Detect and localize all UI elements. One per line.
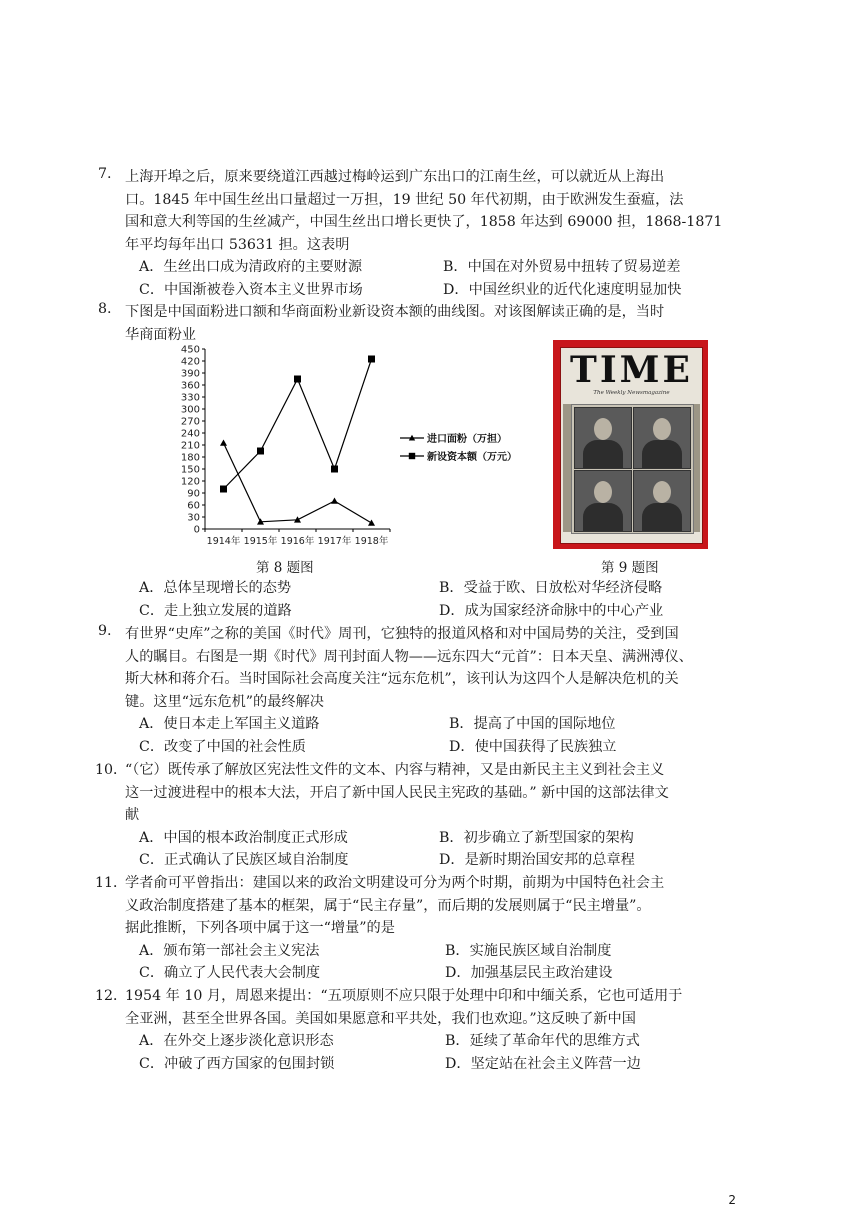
triangle-marker [368, 520, 375, 526]
option-row [125, 577, 745, 600]
decorative-pillar-left [563, 404, 571, 532]
option-c[interactable]: C．确立了人民代表大会制度 [139, 965, 321, 982]
question-number: 10． [95, 762, 128, 778]
question-text-line: 这一过渡进程中的根本大法，开启了新中国人民民主宪政的基础。” 新中国的这部法律文 [125, 784, 669, 801]
option-row [125, 279, 745, 302]
option-a[interactable]: A．在外交上逐步淡化意识形态 [139, 1033, 334, 1050]
question-text-line: 献 [125, 807, 140, 824]
portrait-photo [633, 470, 691, 532]
question-text-line: 斯大林和蒋介石。当时国际社会高度关注“远东危机”，该刊认为这四个人是解决危机的关 [125, 671, 679, 688]
x-axis-ticks [205, 529, 390, 547]
series-line [224, 443, 372, 523]
question-text-line: 华商面粉业 [125, 326, 196, 343]
question-text-line: 下图是中国面粉进口额和华商面粉业新设资本额的曲线图。对该图解读正确的是，当时 [125, 304, 665, 320]
option-row [125, 256, 745, 279]
legend-label: 进口面粉（万担） [427, 434, 507, 445]
y-tick-label: 300 [180, 404, 200, 416]
option-row [125, 940, 745, 963]
cover-inner [560, 347, 703, 544]
question-8-options [125, 577, 745, 622]
y-tick-label: 120 [180, 476, 200, 488]
option-d[interactable]: D．使中国获得了民族独立 [449, 738, 617, 755]
y-tick-label: 420 [180, 356, 200, 368]
option-a[interactable]: A．中国的根本政治制度正式形成 [139, 829, 348, 846]
option-row [125, 736, 745, 759]
option-d[interactable]: D．坚定站在社会主义阵营一边 [445, 1055, 641, 1072]
question-number: 11． [95, 875, 128, 891]
y-tick-label: 450 [180, 344, 200, 356]
option-row [125, 713, 745, 736]
option-row [125, 849, 745, 872]
x-tick-label: 1918年 [354, 536, 389, 547]
question-text-line: 上海开埠之后，原来要绕道江西越过梅岭运到广东出口的江南生丝，可以就近从上海出 [125, 169, 665, 185]
question-number: 8. [98, 301, 112, 317]
question-number: 12． [95, 988, 128, 1004]
figure-9-caption: 第 9 题图 [601, 560, 659, 576]
option-b[interactable]: B．延续了革命年代的思维方式 [445, 1033, 640, 1050]
y-tick-label: 390 [180, 368, 200, 380]
question-11 [95, 872, 745, 985]
question-text-line: 据此推断，下列各项中属于这一“增量”的是 [125, 920, 395, 937]
option-b[interactable]: B．受益于欧、日放松对华经济侵略 [439, 580, 663, 596]
series-group [220, 440, 375, 526]
x-tick-label: 1917年 [317, 536, 352, 547]
question-text-line: 键。这里“远东危机”的最终解决 [125, 693, 324, 710]
x-tick-label: 1916年 [280, 536, 315, 547]
question-text-line: “（它）既传承了解放区宪法性文件的文本、内容与精神，又是由新民主主义到社会主义 [125, 762, 665, 778]
option-a[interactable]: A．总体呈现增长的态势 [139, 580, 292, 596]
y-tick-label: 360 [180, 380, 200, 392]
option-a[interactable]: A．颁布第一部社会主义宪法 [139, 942, 320, 959]
option-b[interactable]: B．实施民族区域自治制度 [445, 942, 612, 959]
y-tick-label: 60 [187, 500, 200, 512]
y-tick-label: 30 [187, 512, 200, 524]
legend-item [400, 450, 517, 463]
square-marker [257, 448, 264, 455]
portrait-photo [574, 470, 632, 532]
x-tick-label: 1914年 [206, 536, 241, 547]
y-tick-label: 240 [180, 428, 200, 440]
question-text-line: 学者俞可平曾指出：建国以来的政治文明建设可分为两个时期，前期为中国特色社会主 [125, 875, 665, 891]
question-7 [98, 166, 745, 302]
question-text-line: 全亚洲，甚至全世界各国。美国如果愿意和平共处，我们也欢迎。”这反映了新中国 [125, 1010, 636, 1027]
y-tick-label: 0 [193, 524, 200, 536]
option-c[interactable]: C．正式确认了民族区域自治制度 [139, 852, 349, 869]
y-axis-ticks [181, 345, 205, 536]
option-c[interactable]: C．改变了中国的社会性质 [139, 738, 306, 755]
option-b[interactable]: B．初步确立了新型国家的架构 [439, 829, 634, 846]
series-group [220, 356, 375, 493]
option-d[interactable]: D．成为国家经济命脉中的中心产业 [439, 602, 664, 619]
portrait-photo [574, 407, 632, 469]
time-magazine-cover [553, 340, 708, 549]
square-marker [409, 453, 415, 459]
option-row [125, 600, 745, 623]
option-b[interactable]: B．中国在对外贸易中扭转了贸易逆差 [443, 259, 681, 276]
option-c[interactable]: C．中国渐被卷入资本主义世界市场 [139, 281, 363, 298]
question-text-line: 口。1845 年中国生丝出口量超过一万担，19 世纪 50 年代初期，由于欧洲发生蚕瘟，法 [125, 191, 684, 208]
option-b[interactable]: B．提高了中国的国际地位 [449, 716, 616, 733]
flour-import-capital-chart [170, 340, 540, 555]
question-10 [95, 759, 745, 872]
y-tick-label: 210 [180, 440, 200, 452]
y-tick-label: 90 [187, 488, 200, 500]
question-9 [98, 623, 745, 759]
option-row [125, 962, 745, 985]
portrait-photo [633, 407, 691, 469]
page-number: 2 [728, 1193, 736, 1207]
option-a[interactable]: A．使日本走上军国主义道路 [139, 716, 320, 733]
question-text-line: 义政治制度搭建了基本的框架，属于“民主存量”，而后期的发展则属于“民主增量”。 [125, 897, 651, 914]
square-marker [368, 356, 375, 363]
option-c[interactable]: C．走上独立发展的道路 [139, 602, 292, 619]
option-row [125, 827, 745, 850]
y-tick-label: 180 [180, 452, 200, 464]
option-row [125, 1030, 745, 1053]
time-subtitle: The Weekly Newsmagazine [593, 390, 670, 396]
figure-8-caption: 第 8 题图 [256, 560, 314, 576]
option-d[interactable]: D．是新时期治国安邦的总章程 [439, 852, 635, 869]
square-marker [220, 486, 227, 493]
question-text-line: 国和意大利等国的生丝减产，中国生丝出口增长更快了，1858 年达到 69000 担，1868-1871 [125, 214, 723, 231]
triangle-marker [220, 440, 227, 446]
question-text-line: 有世界“史库”之称的美国《时代》周刊，它独特的报道风格和对中国局势的关注，受到国 [125, 626, 679, 642]
option-d[interactable]: D．加强基层民主政治建设 [445, 965, 613, 982]
question-number: 9. [98, 623, 112, 639]
option-d[interactable]: D．中国丝织业的近代化速度明显加快 [443, 281, 682, 298]
square-marker [331, 466, 338, 473]
question-text-line: 年平均每年出口 53631 担。这表明 [125, 236, 350, 253]
chart-series [220, 356, 375, 526]
square-marker [294, 376, 301, 383]
time-masthead: TIME [570, 349, 693, 391]
option-row [125, 1053, 745, 1076]
y-tick-label: 150 [180, 464, 200, 476]
question-12 [95, 985, 745, 1075]
legend-label: 新设资本额（万元） [427, 452, 517, 463]
question-text-line: 人的瞩目。右图是一期《时代》周刊封面人物——远东四大“元首”：日本天皇、满洲溥仪、 [125, 648, 693, 665]
option-c[interactable]: C．冲破了西方国家的包围封锁 [139, 1055, 335, 1072]
legend-item [400, 432, 507, 445]
y-tick-label: 270 [180, 416, 200, 428]
chart-legend [400, 432, 517, 463]
triangle-marker [331, 498, 338, 504]
x-tick-label: 1915年 [243, 536, 278, 547]
portrait-frame [571, 404, 694, 534]
option-a[interactable]: A．生丝出口成为清政府的主要财源 [139, 259, 363, 276]
question-text-line: 1954 年 10 月，周恩来提出：“五项原则不应只限于处理中印和中缅关系，它也可适用于 [125, 988, 683, 1004]
question-number: 7. [98, 166, 112, 182]
y-tick-label: 330 [180, 392, 200, 404]
